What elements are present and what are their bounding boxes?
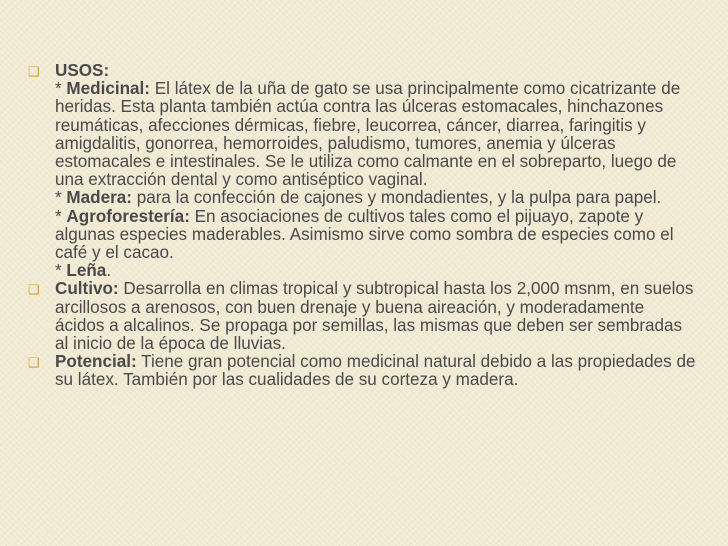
usos-agroforesteria xyxy=(55,208,698,263)
medicinal-star: * xyxy=(55,79,67,99)
agroforesteria-label: Agroforestería: xyxy=(66,206,190,226)
cultivo-text: Desarrolla en climas tropical y subtropical hasta los 2,000 msnm, en suelos arcillosos a arenosos, con buen drenaje y buena aireación, y moderadamente ácidos a alcalinos. Se propaga por semillas, las mismas que deben ser sembradas al inicio de la época de lluvias. xyxy=(55,279,694,354)
cultivo-paragraph xyxy=(55,280,698,353)
madera-star: * xyxy=(55,188,67,208)
potencial-text: Tiene gran potencial como medicinal natural debido a las propiedades de su látex. También por las cualidades de su corteza y madera. xyxy=(55,352,696,390)
usos-medicinal xyxy=(55,80,698,189)
cultivo-label: Cultivo: xyxy=(55,279,119,299)
potencial-label: Potencial: xyxy=(55,352,137,372)
usos-lena xyxy=(55,262,698,280)
bullet-item-usos xyxy=(28,62,698,280)
usos-heading: USOS: xyxy=(55,61,110,80)
bullet-icon: ❑ xyxy=(28,64,40,79)
potencial-paragraph xyxy=(55,353,698,389)
medicinal-text: El látex de la uña de gato se usa principalmente como cicatrizante de heridas. Esta planta también actúa contra las úlceras estomacales, hinchazones reumáticas, afecciones dérmicas, fiebre, leucorrea, cáncer, diarrea, faringitis y amigdalitis, gonorrea, hemorroides, paludismo, tumores, anemia y úlceras estomacales e intestinales. Se le utiliza como calmante en el sobreparto, luego de una extracción dental y como antiséptico vaginal. xyxy=(55,79,681,190)
bullet-item-potencial xyxy=(28,353,698,389)
bullet-item-cultivo xyxy=(28,280,698,353)
bullet-icon: ❑ xyxy=(28,282,40,298)
lena-star: * xyxy=(55,261,67,281)
medicinal-label: Medicinal: xyxy=(66,79,150,99)
agroforesteria-text: En asociaciones de cultivos tales como el pijuayo, zapote y algunas especies maderables. Asimismo sirve como sombra de especies como el café y el cacao. xyxy=(55,206,674,263)
slide-content xyxy=(28,62,698,390)
agroforesteria-star: * xyxy=(55,206,67,226)
bullet-icon: ❑ xyxy=(28,355,40,371)
madera-text: para la confección de cajones y mondadientes, y la pulpa para papel. xyxy=(131,188,662,208)
lena-label: Leña xyxy=(66,261,107,281)
madera-label: Madera: xyxy=(66,188,132,208)
lena-text: . xyxy=(106,261,112,281)
usos-madera xyxy=(55,189,698,207)
